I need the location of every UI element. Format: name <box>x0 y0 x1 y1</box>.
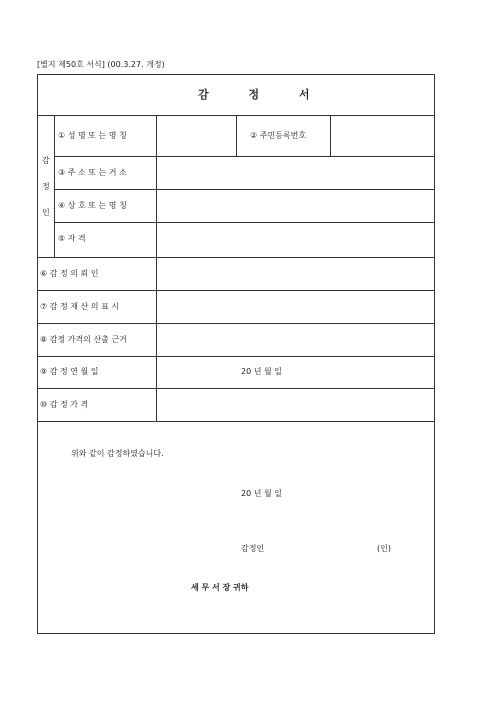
address-label: ③ 주 소 또 는 거 소 <box>58 168 127 177</box>
row-divider <box>54 156 434 157</box>
basis-label: ⑧ 감정 가격의 산출 근거 <box>40 335 127 344</box>
column-divider <box>330 115 331 156</box>
name-label: ① 성 명 또 는 명 칭 <box>58 131 127 140</box>
row-divider <box>54 189 434 190</box>
price-label: ⑩ 감 정 가 격 <box>40 400 89 409</box>
requester-label: ⑥ 감 정 의 뢰 인 <box>40 269 99 278</box>
appraisal-date-value: 20 년 월 일 <box>241 367 282 376</box>
row-divider <box>38 323 434 324</box>
appraiser-group-label-1: 감 <box>42 156 50 165</box>
qualification-label: ⑤ 자 격 <box>58 234 86 243</box>
column-divider <box>236 115 237 156</box>
addressee: 세 무 서 장 귀하 <box>191 583 249 592</box>
appraisal-form <box>37 74 435 634</box>
row-divider <box>38 388 434 389</box>
appraiser-group-label-2: 정 <box>42 182 50 191</box>
row-divider <box>38 290 434 291</box>
form-title: 감 정 서 <box>198 88 328 101</box>
date-label: ⑨ 감 정 연 월 일 <box>40 367 99 376</box>
business-name-label: ④ 상 호 또 는 명 칭 <box>58 201 127 210</box>
resident-number-label: ② 주민등록번호 <box>250 131 307 140</box>
row-divider <box>38 421 434 422</box>
statement-text: 위와 같이 감정하였습니다. <box>71 449 164 458</box>
form-number-note: [별지 제50호 서식] (00.3.27. 개정) <box>37 60 165 69</box>
appraiser-sign-label: 감정인 <box>241 544 265 553</box>
property-label: ⑦ 감 정 재 산 의 표 시 <box>40 302 120 311</box>
column-divider <box>156 115 157 421</box>
row-divider <box>38 257 434 258</box>
appraiser-group-label-3: 인 <box>42 208 50 217</box>
sign-date: 20 년 월 일 <box>241 489 282 498</box>
row-divider <box>38 356 434 357</box>
column-divider <box>54 115 55 257</box>
seal-label: (인) <box>377 544 391 553</box>
row-divider <box>54 222 434 223</box>
